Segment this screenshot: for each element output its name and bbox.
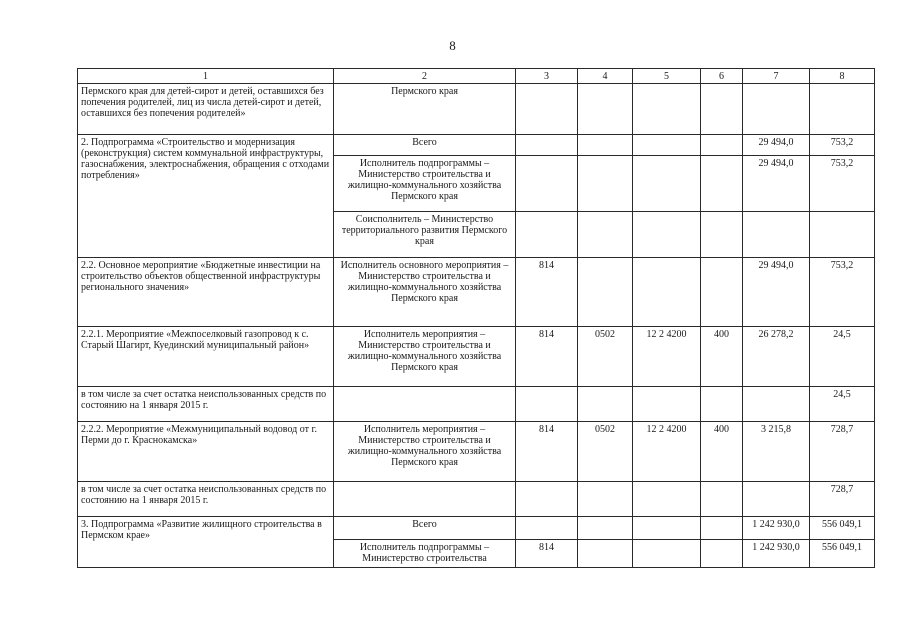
cell-c3 xyxy=(516,156,578,212)
table-row xyxy=(78,422,875,482)
cell-c7: 3 215,8 xyxy=(743,422,810,482)
executor-cell xyxy=(334,387,516,422)
cell-c4 xyxy=(578,135,633,156)
cell-c5 xyxy=(633,84,701,135)
cell-c8: 728,7 xyxy=(810,482,875,517)
cell-c7 xyxy=(743,84,810,135)
column-header: 4 xyxy=(578,69,633,84)
cell-c8: 728,7 xyxy=(810,422,875,482)
program-name-cell: в том числе за счет остатка неиспользованных средств по состоянию на 1 января 2015 г. xyxy=(78,482,334,517)
column-header: 1 xyxy=(78,69,334,84)
cell-c8 xyxy=(810,212,875,258)
table-row xyxy=(78,84,875,135)
cell-c7 xyxy=(743,212,810,258)
cell-c5 xyxy=(633,212,701,258)
executor-cell: Всего xyxy=(334,135,516,156)
cell-c5: 12 2 4200 xyxy=(633,422,701,482)
executor-cell: Исполнитель мероприятия – Министерство строительства и жилищно-коммунального хозяйства Пермского края xyxy=(334,327,516,387)
program-name-cell: 2. Подпрограмма «Строительство и модернизация (реконструкция) систем коммунальной инфраструктуры, газоснабжения, электроснабжения, обращения с отходами потребления» xyxy=(78,135,334,258)
cell-c7: 26 278,2 xyxy=(743,327,810,387)
column-header: 6 xyxy=(701,69,743,84)
cell-c3 xyxy=(516,212,578,258)
program-name-cell: Пермского края для детей-сирот и детей, оставшихся без попечения родителей, лиц из числа детей-сирот и детей, оставшихся без попечения родителей» xyxy=(78,84,334,135)
cell-c6 xyxy=(701,156,743,212)
cell-c7: 29 494,0 xyxy=(743,258,810,327)
table-row xyxy=(78,327,875,387)
cell-c4: 0502 xyxy=(578,327,633,387)
executor-cell xyxy=(334,482,516,517)
cell-c5: 12 2 4200 xyxy=(633,327,701,387)
cell-c4 xyxy=(578,156,633,212)
cell-c3 xyxy=(516,517,578,540)
cell-c5 xyxy=(633,540,701,568)
cell-c8: 24,5 xyxy=(810,387,875,422)
cell-c5 xyxy=(633,517,701,540)
cell-c5 xyxy=(633,387,701,422)
column-header: 8 xyxy=(810,69,875,84)
cell-c3 xyxy=(516,135,578,156)
cell-c8: 753,2 xyxy=(810,258,875,327)
budget-table xyxy=(77,68,875,568)
cell-c4: 0502 xyxy=(578,422,633,482)
table-header-row xyxy=(78,69,875,84)
cell-c4 xyxy=(578,482,633,517)
cell-c4 xyxy=(578,212,633,258)
cell-c6 xyxy=(701,135,743,156)
cell-c4 xyxy=(578,387,633,422)
cell-c6: 400 xyxy=(701,327,743,387)
cell-c4 xyxy=(578,258,633,327)
cell-c6 xyxy=(701,212,743,258)
table-row xyxy=(78,387,875,422)
program-name-cell: 2.2.1. Мероприятие «Межпоселковый газопровод к с. Старый Шагирт, Куединский муниципальный район» xyxy=(78,327,334,387)
cell-c6 xyxy=(701,517,743,540)
cell-c3: 814 xyxy=(516,258,578,327)
cell-c6 xyxy=(701,387,743,422)
cell-c6 xyxy=(701,482,743,517)
cell-c6 xyxy=(701,258,743,327)
column-header: 5 xyxy=(633,69,701,84)
table-row xyxy=(78,517,875,540)
cell-c3 xyxy=(516,482,578,517)
column-header: 3 xyxy=(516,69,578,84)
cell-c4 xyxy=(578,84,633,135)
cell-c6 xyxy=(701,84,743,135)
executor-cell: Исполнитель основного мероприятия – Министерство строительства и жилищно-коммунального хозяйства Пермского края xyxy=(334,258,516,327)
executor-cell: Всего xyxy=(334,517,516,540)
executor-cell: Исполнитель мероприятия – Министерство строительства и жилищно-коммунального хозяйства Пермского края xyxy=(334,422,516,482)
cell-c8 xyxy=(810,84,875,135)
cell-c8: 24,5 xyxy=(810,327,875,387)
executor-cell: Соисполнитель – Министерство территориального развития Пермского края xyxy=(334,212,516,258)
cell-c7: 29 494,0 xyxy=(743,156,810,212)
column-header: 7 xyxy=(743,69,810,84)
cell-c3: 814 xyxy=(516,327,578,387)
cell-c6 xyxy=(701,540,743,568)
cell-c4 xyxy=(578,540,633,568)
table-row xyxy=(78,258,875,327)
cell-c3 xyxy=(516,84,578,135)
cell-c7: 29 494,0 xyxy=(743,135,810,156)
cell-c4 xyxy=(578,517,633,540)
cell-c6: 400 xyxy=(701,422,743,482)
cell-c7: 1 242 930,0 xyxy=(743,517,810,540)
cell-c3: 814 xyxy=(516,540,578,568)
cell-c8: 753,2 xyxy=(810,135,875,156)
cell-c5 xyxy=(633,135,701,156)
cell-c5 xyxy=(633,482,701,517)
cell-c8: 556 049,1 xyxy=(810,517,875,540)
executor-cell: Пермского края xyxy=(334,84,516,135)
cell-c8: 556 049,1 xyxy=(810,540,875,568)
cell-c5 xyxy=(633,258,701,327)
program-name-cell: 2.2. Основное мероприятие «Бюджетные инвестиции на строительство объектов общественной инфраструктуры регионального значения» xyxy=(78,258,334,327)
cell-c7 xyxy=(743,387,810,422)
table-row xyxy=(78,135,875,156)
cell-c7: 1 242 930,0 xyxy=(743,540,810,568)
cell-c3 xyxy=(516,387,578,422)
table-row xyxy=(78,482,875,517)
executor-cell: Исполнитель подпрограммы – Министерство строительства xyxy=(334,540,516,568)
column-header: 2 xyxy=(334,69,516,84)
cell-c8: 753,2 xyxy=(810,156,875,212)
executor-cell: Исполнитель подпрограммы – Министерство строительства и жилищно-коммунального хозяйства Пермского края xyxy=(334,156,516,212)
page-number: 8 xyxy=(449,38,456,53)
cell-c3: 814 xyxy=(516,422,578,482)
program-name-cell: 3. Подпрограмма «Развитие жилищного строительства в Пермском крае» xyxy=(78,517,334,568)
cell-c7 xyxy=(743,482,810,517)
cell-c5 xyxy=(633,156,701,212)
program-name-cell: в том числе за счет остатка неиспользованных средств по состоянию на 1 января 2015 г. xyxy=(78,387,334,422)
program-name-cell: 2.2.2. Мероприятие «Межмуниципальный водовод от г. Перми до г. Краснокамска» xyxy=(78,422,334,482)
